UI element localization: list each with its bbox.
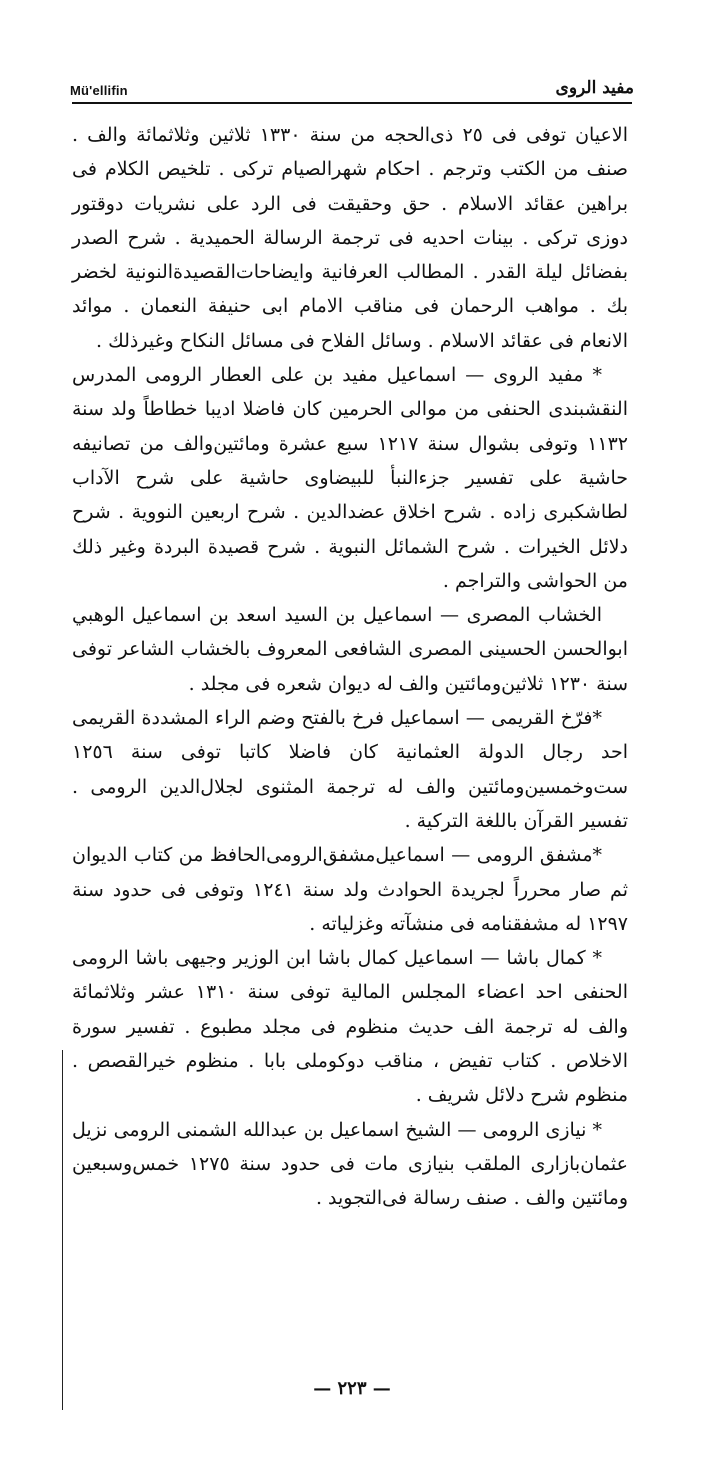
paragraph-continuation: الاعيان توفى فى ٢٥ ذى‌الحجه من سنة ١٣٣٠ ثلاثين وثلاثمائة والف . صنف من الكتب وترجم . احكام شهرالصيام تركى . تلخيص الكلام فى براهين عقائد الاسلام . حق وحقيقت فى الرد على نشريات دوقتور دوزى تركى . بينات احديه فى ترجمة الرسالة الحميدية . شرح الصدر بفضائل ليلة القدر . المطالب العرفانية وايضاحات‌القصيدة‌النونية لخضر بك . مواهب الرحمان فى مناقب الامام ابى حنيفة النعمان . موائد الانعام فى عقائد الاسلام . وسائل الفلاح فى مسائل النكاح وغيرذلك .	[72, 124, 628, 352]
entry-kamal-pasha: * كمال باشا — اسماعيل كمال باشا ابن الوزير وجيهى باشا الرومى الحنفى احد اعضاء المجلس المالية توفى سنة ١٣١٠ عشر وثلاثمائة والف له ترجمة الف حديث منظوم فى مجلد مطبوع . تفسير سورة الاخلاص . كتاب تفيض ، مناقب دوكوملى بابا . منظوم خيرالقصص . منظوم شرح دلائل شريف .	[72, 947, 628, 1107]
entry-niyazi-rumi: * نيازى الرومى — الشيخ اسماعيل بن عبدالله الشمنى الرومى نزيل عثمان‌بازارى الملقب بنيازى مات فى حدود سنة ١٢٧٥ خمس‌وسبعين ومائتين والف . صنف رسالة فى‌التجويد .	[72, 1118, 628, 1210]
header-left-label: Mü'ellifin	[70, 83, 128, 98]
header-right-title: مفيد الروى	[555, 78, 634, 98]
header-rule	[72, 102, 632, 104]
page-body	[72, 118, 628, 1216]
entry-farrukh-qirimi: *فرّخ القريمى — اسماعيل فرخ بالفتح وضم الراء المشددة القريمى احد رجال الدولة العثمانية كان فاضلا كاتبا توفى سنة ١٢٥٦ ست‌وخمسين‌ومائتين والف له ترجمة المثنوى لجلال‌الدين الرومى . تفسير القرآن باللغة التركية .	[72, 707, 628, 832]
entry-mufid-rumi: * مفيد الروى — اسماعيل مفيد بن على العطار الرومى المدرس النقشبندى الحنفى من موالى الحرمين كان فاضلا اديبا خطاطاً ولد سنة ١١٣٢ وتوفى بشوال سنة ١٢١٧ سبع عشرة ومائتين‌والف من تصانيفه حاشية على تفسير جزءالنبأ للبيضاوى حاشية على شرح الآداب لطاشكبرى زاده . شرح اخلاق عضدالدين . شرح اربعين النووية . شرح دلائل الخيرات . شرح الشمائل النبوية . شرح قصيدة البردة وغير ذلك من الحواشى والتراجم .	[72, 364, 628, 592]
entry-khashshab-misri: الخشاب المصرى — اسماعيل بن السيد اسعد بن اسماعيل الوهبي ابوالحسن الحسينى المصرى الشافعى المعروف بالخشاب الشاعر توفى سنة ١٢٣٠ ثلاثين‌ومائتين والف له ديوان شعره فى مجلد .	[72, 604, 628, 695]
running-header	[70, 74, 634, 98]
margin-line	[62, 1050, 63, 1410]
entry-mushfiq-rumi: *مشفق الرومى — اسماعيل‌مشفق‌الرومى‌الحافظ من كتاب الديوان ثم صار محرراً لجريدة الحوادث ولد سنة ١٢٤١ وتوفى فى حدود سنة ١٢٩٧ له مشفقنامه فى منشآته وغزلياته .	[72, 844, 628, 935]
page-number: — ٢٢٣ —	[313, 1378, 391, 1399]
